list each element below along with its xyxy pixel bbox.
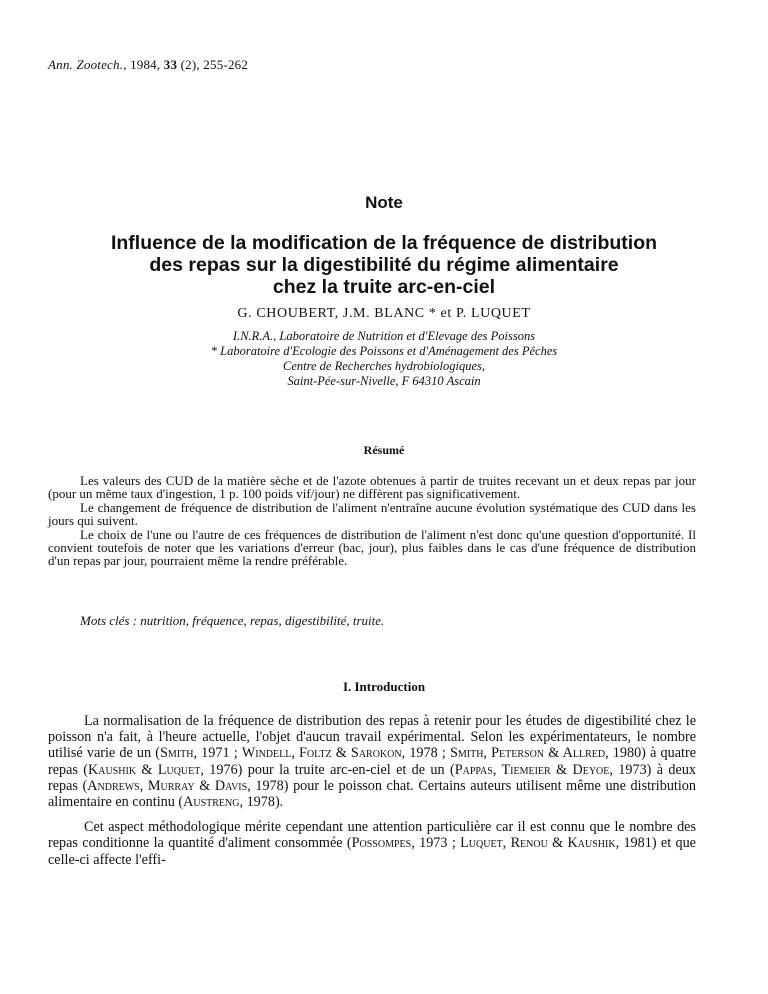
text-run: , 1978). xyxy=(239,794,284,811)
affiliation-line: Centre de Recherches hydrobiologiques, xyxy=(282,359,486,373)
text-run: , 1973) à deux repas ( xyxy=(48,761,697,794)
abstract xyxy=(48,474,696,568)
citation-author: Windell, Foltz & Sarokon xyxy=(241,745,402,762)
abstract-paragraph: Le choix de l'une ou l'autre de ces fréquences de distribution de l'aliment n'est donc qu'une question d'opportunité. Il convient toutefois de noter que les variations d'erreur (bac, jour), plus faibles dans le cas d'une fréquence de distribution d'un repas par jour, pourraient même la rendre préférable. xyxy=(48,526,696,569)
affiliation-line: Saint-Pée-sur-Nivelle, F 64310 Ascain xyxy=(287,374,481,388)
affiliation-line: I.N.R.A., Laboratoire de Nutrition et d'Elevage des Poissons xyxy=(232,329,536,343)
title-line: des repas sur la digestibilité du régime alimentaire xyxy=(149,254,619,276)
journal-citation xyxy=(48,57,248,73)
abstract-paragraph: Les valeurs des CUD de la matière sèche et de l'azote obtenues à partir de truites recevant un et deux repas par jour (pour un même taux d'ingestion, 1 p. 100 poids vif/jour) ne diffèrent pas significativement. xyxy=(48,473,696,502)
abstract-paragraph: Le changement de fréquence de distribution de l'aliment n'entraîne aucune évolution systématique des CUD dans les jours qui suivent. xyxy=(48,499,696,529)
text-run: , 1981) et que celle-ci affecte l'effi- xyxy=(48,835,696,868)
text-run: , 1976) pour la truite arc-en-ciel et de un ( xyxy=(200,761,455,778)
note-label: Note xyxy=(365,193,403,212)
citation-author: Smith, Peterson & Allred xyxy=(449,745,606,762)
citation-year: , 1984, xyxy=(123,57,164,72)
citation-pages: (2), 255-262 xyxy=(177,57,249,72)
text-run: , 1971 ; xyxy=(193,745,242,762)
affiliation-line: * Laboratoire d'Ecologie des Poissons et d'Aménagement des Pêches xyxy=(210,344,558,358)
citation-author: Possompes xyxy=(351,835,412,852)
citation-author: Luquet, Renou & Kaushik xyxy=(460,835,616,852)
body-paragraph xyxy=(48,713,696,810)
citation-author: Kaushik & Luquet xyxy=(88,761,201,778)
title-line: Influence de la modification de la fréquence de distribution xyxy=(110,232,658,254)
body-paragraph xyxy=(48,819,696,868)
introduction-body xyxy=(48,713,696,877)
citation-author: Pappas, Tiemeier & Deyoe xyxy=(454,761,610,778)
citation-volume: 33 xyxy=(163,57,178,72)
citation-author: Andrews, Murray & Davis xyxy=(87,777,248,794)
text-run: , 1978 ; xyxy=(401,745,450,762)
text-run: , 1973 ; xyxy=(411,835,461,852)
text-run: La normalisation de la fréquence de distribution des repas à retenir pour les études de digestibilité chez le poisson n'a fait, à l'heure actuelle, l'objet d'aucun travail expérimental. Selon les expérimentateurs, le nombre utilisé varie de un ( xyxy=(48,713,696,762)
author-list: G. CHOUBERT, J.M. BLANC * et P. LUQUET xyxy=(237,306,531,321)
citation-author: Austreng xyxy=(183,794,240,811)
affiliations xyxy=(0,329,768,389)
keywords: Mots clés : nutrition, fréquence, repas, digestibilité, truite. xyxy=(80,613,385,628)
citation-author: Smith xyxy=(160,745,194,762)
text-run: Cet aspect méthodologique mérite cependant une attention particulière car il est connu que le nombre des repas conditionne la quantité d'aliment consommée ( xyxy=(48,819,696,852)
title-line: chez la truite arc-en-ciel xyxy=(272,276,496,298)
introduction-heading: I. Introduction xyxy=(342,679,426,694)
resume-heading: Résumé xyxy=(363,443,405,457)
paper-title xyxy=(40,232,728,298)
journal-name: Ann. Zootech. xyxy=(48,57,124,72)
text-run: , 1980) à quatre repas ( xyxy=(48,745,696,778)
text-run: , 1978) pour le poisson chat. Certains auteurs utilisent même une distribution alimentaire en continu ( xyxy=(48,777,696,811)
